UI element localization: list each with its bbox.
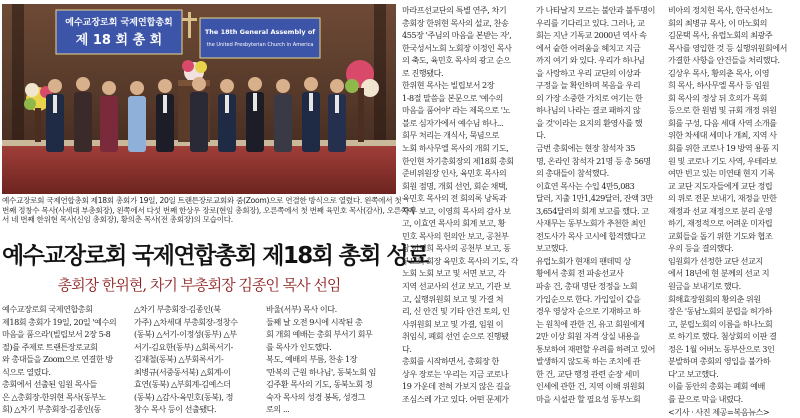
article-line: 455장 '주님의 마음을 본받는 자',: [402, 29, 530, 42]
article-line: 1-8절 말씀을 본문으로 '예수의: [402, 92, 530, 105]
article-line: 상우 장로는 '우리는 지금 코로나: [402, 368, 530, 381]
article-line: 회) △차기 부총회장-김종인(동: [2, 403, 130, 416]
article-line: 가 나타날지 모르는 불안과 불투명이: [536, 4, 664, 17]
article-line: 임원회가 선정한 교단 선교지: [668, 255, 798, 268]
article-line: 고, 이효연 목사의 회계 보고, 황: [402, 217, 530, 230]
article-line: 유럽노회가 현재의 팬데믹 상: [536, 255, 664, 268]
caption-line: 서 네 번째 한위현 목사(신임 총회장), 황의춘 목사(전 총회장)의 모습이다.: [2, 215, 396, 225]
article-line: 교 교단 지도자들에게 교단 정립: [668, 180, 798, 193]
article-column-1: [2, 303, 130, 407]
article-line: 우리를 기다리고 있다. 그러나, 교: [536, 17, 664, 30]
article-line: 블로 심자가에서 예수님 하나...: [402, 117, 530, 130]
assembly-group-photo: [2, 4, 396, 194]
article-line: 김상우 목사, 황의춘 목사, 이영: [668, 67, 798, 80]
article-line: 우의 등을 결의했다.: [668, 242, 798, 255]
article-column-2: [134, 303, 262, 407]
article-line: 김주환 목사의 기도, 동북노회 정: [266, 378, 396, 391]
article-line: 효연(동북) △부회계-김예스더: [134, 378, 262, 391]
article-subheadline: 총회장 한위현, 차기 부총회장 김종인 목사 선임: [2, 273, 396, 297]
article-line: 부노회 회장 육민호 목사의 기도, 각: [402, 255, 530, 268]
article-line: 장은 '동남노회의 분립을 허가하: [668, 305, 798, 318]
article-line: 원금을 보내기로 했다.: [668, 280, 798, 293]
article-line: 교회들을 돕기 위한 기도와 협조: [668, 230, 798, 243]
article-line: 한국성서노회 노회장 이정인 목사: [402, 42, 530, 55]
article-line: 의 가장 소중한 가치로 여기는 한: [536, 92, 664, 105]
photo-caption: [2, 196, 396, 236]
article-line: 고, 분립노회의 이름을 하나노회: [668, 318, 798, 331]
article-line: 는 원칙에 관한 건, 유고 회원에게: [536, 318, 664, 331]
article-line: 의 총대들이 참석했다.: [536, 167, 664, 180]
assembly-banner-english: [200, 18, 320, 58]
article-line: 위한 차세대 세미나 개최, 지역 사: [668, 129, 798, 142]
article-line: 고, 실행위원회 보고 및 가결 처: [402, 293, 530, 306]
article-line: 예수교장로회 국제연합총회: [2, 303, 130, 316]
article-line: 여만 빈고 있는 미연태 현지 기록: [668, 167, 798, 180]
article-line: 식으로 열렸다.: [2, 366, 130, 379]
article-line: 회를 구성, 다음 세대 사역 소개를: [668, 117, 798, 130]
article-line: 사위원회 보고 및 가결, 임원 이: [402, 318, 530, 331]
article-line: 로 하기로 했다. 첨상회의 이판 결: [668, 330, 798, 343]
article-line: 의 위로 전문 보내기, 재정을 만한: [668, 192, 798, 205]
article-line: 의 축도, 육민호 목사의 광고 순으: [402, 54, 530, 67]
article-line: 마을 시설관 할 필요성 동부노회: [536, 393, 664, 406]
article-line: 달러, 지출 1만1,429달러, 잔액 3만: [536, 192, 664, 205]
article-line: 통보하여 재편할 우려를 하려고 있어: [536, 343, 664, 356]
article-line: 준비위원장 인사, 육민호 목사의: [402, 167, 530, 180]
article-line: 리, 신 안건 및 기타 안건 토의, 인: [402, 305, 530, 318]
article-line: 인세에 관한 건, 지역 이해 위원회: [536, 380, 664, 393]
article-line: 19 가운데 전혀 가보지 않은 길을: [402, 380, 530, 393]
article-line: 총회에서 선출된 임원 목사들: [2, 378, 130, 391]
article-line: 마음을 품어야' 라는 제목으로 '노: [402, 104, 530, 117]
article-line: △차기 부총회장-김종인(북: [134, 303, 262, 316]
article-credit: <기사 · 사진 제공=복음뉴스>: [668, 406, 798, 418]
article-line: 한인현 차기총회장의 제18회 총회: [402, 155, 530, 168]
article-line: 재정과 선교 재정으로 분리 운영: [668, 205, 798, 218]
article-line: 회는 지난 기독교 2000년 역사 속: [536, 29, 664, 42]
article-line: 회무 처리는 개식사, 묵념으로: [402, 129, 530, 142]
banner-subtitle-english: the United Presbyterian Church in America: [207, 42, 314, 48]
article-line: 서기-김요한(동부) △회록서기-: [134, 341, 262, 354]
article-line: (동북) △서기-이정성(동부) △부: [134, 328, 262, 341]
article-line: '만복의 근원 하나님', 동북노회 임: [266, 366, 396, 379]
article-line: 하기, 재정적으로 어려운 미자립: [668, 217, 798, 230]
article-column-6: [668, 4, 798, 407]
article-line: 황에서 총회 전 파송선교사: [536, 267, 664, 280]
article-line: 파송 건, 총대 명단 정정을 노회: [536, 280, 664, 293]
article-line: 발생하지 않도록 하는 조치에 관: [536, 355, 664, 368]
article-line: 이효연 목사는 수입 4만5,083: [536, 180, 664, 193]
article-line: 와 총대들을 Zoom으로 연결한 방: [2, 353, 130, 366]
article-line: 로의 ...: [266, 403, 396, 416]
banner-title-english: The 18th General Assembly of: [205, 28, 315, 36]
article-line: 분발하며 총회의 영입을 불가하: [668, 355, 798, 368]
article-line: 명, 온라인 참석자 21명 등 총 56명: [536, 155, 664, 168]
article-line: 숙자 목사의 성경 봉독, 성경그: [266, 391, 396, 404]
article-line: 가입순으로 한다. 가입일이 같을: [536, 293, 664, 306]
article-line: 을 것'이라는 요지의 환영사를 했: [536, 117, 664, 130]
article-line: 취임식, 폐회 선언 순으로 진행됐: [402, 330, 530, 343]
article-line: 마라프선교단의 특별 연주, 차기: [402, 4, 530, 17]
article-line: 이를 동안의 총회는 폐회 예배: [668, 380, 798, 393]
article-line: 회 목사의 정상 뒤 호의가 목회: [668, 92, 798, 105]
banner-session-korean: 제 18 회 총 회: [76, 32, 162, 48]
article-line: 정은 1월 어버노 동부산으로 3인: [668, 343, 798, 356]
assembly-banner-korean: [56, 10, 182, 54]
article-line: 창수 목사 등이 선출됐다.: [134, 403, 262, 416]
article-line: 까지 여기 와 있다. 우리가 하나님: [536, 54, 664, 67]
caption-line: 예수교장로회 국제연합총회 제18회 총회가 19일, 20일 트랜튼장로교회와 줌(Zoom)으로 연결한 방식으로 열렸다. 왼쪽에서 첫: [2, 196, 396, 206]
article-line: 마음을 품으라'(빌립보서 2장 5-8: [2, 328, 130, 341]
article-line: 하나님의 나라는 결코 패하지 않: [536, 104, 664, 117]
article-line: 를 끝으로 막을 내렸다.: [668, 393, 798, 406]
article-line: (동북) △감사-육민호(동북), 정: [134, 391, 262, 404]
article-line: 김문택 목사, 유럽노회의 최광주: [668, 29, 798, 42]
article-line: 조심스레 가고 있다. 어떤 문제가: [402, 393, 530, 406]
article-line: 은 △총회장-한위현 목사(동부노: [2, 391, 130, 404]
article-line: 노회 하사무엘 목사의 개회 기도,: [402, 142, 530, 155]
article-column-5: [536, 4, 664, 407]
article-line: 보고했다.: [536, 242, 664, 255]
article-line: 을 사랑하고 우리 교단의 이상과: [536, 67, 664, 80]
article-line: 회원 점명, 개회 선언, 회순 채택,: [402, 180, 530, 193]
article-line: 희 목사, 하사무엘 목사 등 임원: [668, 79, 798, 92]
article-line: 복도, 예배의 부름, 찬송 1장: [266, 353, 396, 366]
article-line: 지역 선교사의 선교 보고, 기관 보: [402, 280, 530, 293]
article-line: 원 및 코로나 기도 사역, 우테라보: [668, 155, 798, 168]
article-line: 총회를 시작하면서, 총회장 한: [402, 355, 530, 368]
article-headline: 예수교장로회 국제연합총회 제18회 총회 성료: [2, 240, 396, 274]
article-line: 를 목사가 인도했다.: [266, 341, 396, 354]
article-line: 둘째 날 오전 9시에 시작된 총: [266, 316, 396, 329]
article-line: 전도사가 목사 고시에 합격했다고: [536, 230, 664, 243]
article-line: 2만 이상 회원 자격 상실 내용을: [536, 330, 664, 343]
article-line: 목사를 영입한 것 등 실행위원회에서: [668, 42, 798, 55]
article-line: 3,654달러의 회계 보고를 했다. 고: [536, 205, 664, 218]
article-line: 다'고 보고했다.: [668, 368, 798, 381]
article-line: 에서 숱한 어려움을 헤치고 지금: [536, 42, 664, 55]
article-line: 가주) △차세대 부총회장-정창수: [134, 316, 262, 329]
article-line: 절)를 주제로 트랜튼장로교회: [2, 341, 130, 354]
article-line: 회를 위한 코로나 19 방역 용품 지: [668, 142, 798, 155]
article-line: 한 건, 교단 행정 관련 순장 세미: [536, 368, 664, 381]
article-line: 다.: [536, 129, 664, 142]
article-line: 장 이영희 목사의 공천부 보고, 동: [402, 242, 530, 255]
article-line: 회의 최병규 목사, 이 마노회의: [668, 17, 798, 30]
article-line: 회 개회 예배는 총회 부서기 회무: [266, 328, 396, 341]
article-line: 회해효장원회의 황의춘 위원: [668, 293, 798, 306]
article-line: 로 진행됐다.: [402, 67, 530, 80]
article-line: 에서 18년에 현 분께의 선교 지: [668, 267, 798, 280]
article-line: 최병규(서중동서북) △회계-이: [134, 366, 262, 379]
article-line: 금번 총회에는 현장 참석자 35: [536, 142, 664, 155]
article-line: 사무 보고, 이영희 목사의 감사 보: [402, 205, 530, 218]
article-line: 사재무는 동부노회가 추천한 최인: [536, 217, 664, 230]
article-line: 경우 영상자 순으로 기재하고 하: [536, 305, 664, 318]
article-line: 한위현 목사는 빌립보서 2장: [402, 79, 530, 92]
article-line: 등으로 한 원범 및 규회 개정 위원: [668, 104, 798, 117]
article-line: 바울(서부) 목사 이다.: [266, 303, 396, 316]
article-line: 노회 노회 보고 및 서면 보고, 각: [402, 267, 530, 280]
article-line: 가결한 사항을 안건들을 처리했다.: [668, 54, 798, 67]
article-line: 다.: [402, 343, 530, 356]
article-line: 육민호 목사의 전 회의록 낭독과: [402, 192, 530, 205]
article-line: 제18회 총회가 19일, 20일 '예수의: [2, 316, 130, 329]
article-line: 비아의 정치헌 목사, 한국선서노: [668, 4, 798, 17]
article-line: 김재철(동북) △부회록서기-: [134, 353, 262, 366]
banner-title-korean: 예수교장로회 국제연합총회: [65, 16, 172, 28]
caption-line: 번째 정창수 목사(사세대 부총회장), 왼쪽에서 다섯 번째 한상우 장로(현임 총회장), 오른쪽에서 첫 번째 육민호 목사(감사), 오른쪽에: [2, 206, 396, 216]
article-line: 민호 목사의 헌의안 보고, 공천부: [402, 230, 530, 243]
article-line: 총회장 한위현 목사의 설교, 찬송: [402, 17, 530, 30]
article-column-3: [266, 303, 396, 407]
article-column-4: [402, 4, 530, 407]
article-line: 구정을 늘 확인하며 복음을 우리: [536, 79, 664, 92]
